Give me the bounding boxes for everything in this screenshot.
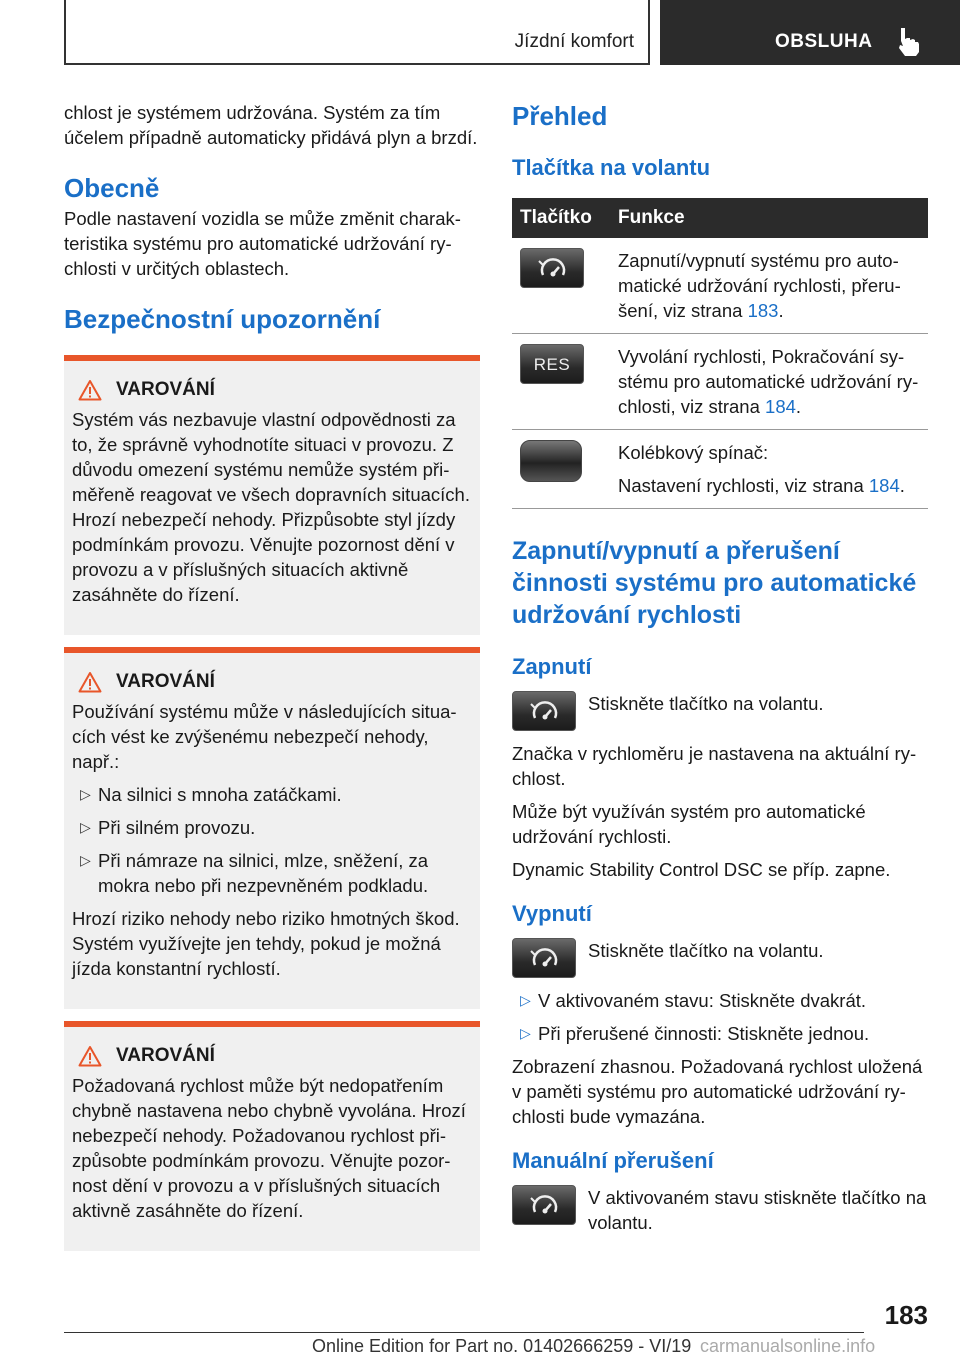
warning-list	[72, 782, 472, 898]
warning-label: VAROVÁNÍ	[116, 671, 215, 692]
off-paragraph: Zobrazení zhasnou. Požadovaná rychlost uložená v paměti systému pro automatické udržování rychlosti bude vymazána.	[512, 1056, 923, 1127]
off-instruction	[512, 938, 928, 978]
bullet-triangle-icon: ▷	[80, 819, 91, 835]
bullet-triangle-icon: ▷	[80, 786, 91, 802]
page-reference-link[interactable]: 184	[765, 396, 796, 417]
list-item: ▷ Při přerušené činnosti: Stiskněte jednou.	[512, 1021, 928, 1046]
warning-label: VAROVÁNÍ	[116, 1045, 215, 1066]
on-paragraph: Může být využíván systém pro automatické udržování rychlosti.	[512, 801, 866, 847]
off-heading: Vypnutí	[512, 901, 592, 926]
page-number: 183	[884, 1300, 928, 1330]
manual-heading: Manuální přerušení	[512, 1148, 714, 1173]
warning-label: VAROVÁNÍ	[116, 379, 215, 400]
overview-heading: Přehled	[512, 101, 608, 131]
off-press-text: Stiskněte tlačítko na volantu.	[588, 940, 824, 961]
section-title: Jízdní komfort	[514, 31, 634, 52]
cruise-control-button-icon	[512, 938, 576, 978]
footer-divider	[64, 1332, 864, 1333]
chapter-title: OBSLUHA	[775, 31, 873, 52]
off-list	[512, 988, 928, 1046]
cruise-control-button-icon	[512, 1185, 576, 1225]
on-press-text: Stiskněte tlačítko na volantu.	[588, 693, 824, 714]
warning-text: Systém vás nezbavuje vlastní odpovědnosti za to, že správně vyhodnotíte situaci v provozu. Z důvodu omezení systému nemůže systém přiměřeně reagovat ve všech dopravních situacích. Hrozí nebezpečí nehody. Přizpůsobte styl jízdy podmínkám provozu. Věnujte pozornost dění v provozu a v příslušných situacích aktivně zasáhněte do řízení.	[72, 409, 470, 605]
general-heading: Obecně	[64, 173, 160, 203]
on-heading: Zapnutí	[512, 654, 592, 679]
on-instruction	[512, 691, 928, 731]
list-item: ▷ V aktivovaném stavu: Stiskněte dvakrát.	[512, 988, 928, 1013]
cruise-control-button-icon	[512, 691, 576, 731]
manual-instruction	[512, 1185, 928, 1235]
list-item: ▷ Při silném provozu.	[72, 815, 472, 840]
res-button-icon: RES	[520, 344, 584, 384]
on-paragraph: Značka v rychloměru je nastavena na aktuální rychlost.	[512, 743, 917, 789]
column-header-button: Tlačítko	[512, 198, 610, 238]
page-header	[0, 0, 960, 66]
bullet-triangle-icon: ▷	[520, 1025, 531, 1041]
chapter-tab	[660, 0, 960, 65]
safety-heading: Bezpečnostní upozornění	[64, 304, 381, 334]
rocker-title: Kolébkový spínač:	[618, 442, 769, 463]
right-column	[512, 100, 928, 1245]
table-row: Zapnutí/vypnutí systému pro automatické udržování rychlosti, přerušení, viz strana 183.	[512, 238, 928, 334]
rocker-switch-icon	[520, 440, 582, 482]
warning-text: Hrozí riziko nehody nebo riziko hmotných škod. Systém využívejte jen tehdy, pokud je možná jízda konstantní rychlostí.	[72, 908, 460, 979]
left-column	[64, 100, 480, 1251]
warning-box	[64, 355, 480, 635]
intro-paragraph: chlost je systémem udržována. Systém za tím účelem případně automaticky přidává plyn a brzdí.	[64, 102, 478, 148]
page-reference-link[interactable]: 184	[868, 475, 900, 496]
page-reference-link[interactable]: 183	[747, 300, 779, 321]
warning-triangle-icon	[78, 379, 102, 401]
table-header-row	[512, 198, 928, 238]
column-header-function: Funkce	[610, 198, 928, 238]
list-item: ▷ Na silnici s mnoha zatáčkami.	[72, 782, 472, 807]
warning-box	[64, 647, 480, 1009]
warning-triangle-icon	[78, 671, 102, 693]
buttons-heading: Tlačítka na volantu	[512, 155, 711, 180]
bullet-triangle-icon: ▷	[520, 992, 531, 1008]
warning-text: Používání systému může v následujících situacích vést ke zvýšenému nebezpečí nehody, např.:	[72, 701, 457, 772]
table-row: Kolébkový spínač: Nastavení rychlosti, viz strana 184.	[512, 430, 928, 509]
list-item: ▷ Při námraze na silnici, mlze, sněžení, za mokra nebo při nezpevněném podkladu.	[72, 848, 472, 898]
onoff-heading: Zapnutí/vypnutí a přerušení činnosti systému pro automatické udržování rychlosti	[512, 537, 917, 629]
pointing-hand-icon	[892, 24, 926, 58]
general-paragraph: Podle nastavení vozidla se může změnit charakteristika systému pro automatické udržování rychlosti v určitých oblastech.	[64, 208, 461, 279]
warning-triangle-icon	[78, 1045, 102, 1067]
table-row: RES Vyvolání rychlosti, Pokračování systému pro automatické udržování rychlosti, viz strana 184.	[512, 334, 928, 430]
buttons-table	[512, 198, 928, 509]
warning-box	[64, 1021, 480, 1251]
bullet-triangle-icon: ▷	[80, 852, 91, 868]
on-paragraph: Dynamic Stability Control DSC se příp. zapne.	[512, 859, 891, 880]
warning-text: Požadovaná rychlost může být nedopatřením chybně nastavena nebo chybně vyvolána. Hrozí nebezpečí nehody. Požadovanou rychlost přizpůsobte podmínkám provozu. Věnujte pozornost dění v provozu a v příslušných situacích aktivně zasáhněte do řízení.	[72, 1075, 466, 1221]
manual-press-text: V aktivovaném stavu stiskněte tlačítko na volantu.	[588, 1187, 927, 1233]
watermark: carmanualsonline.info	[700, 1336, 876, 1356]
cruise-control-button-icon	[520, 248, 584, 288]
edition-text: Online Edition for Part no. 01402666259 - VI/19	[312, 1336, 692, 1356]
section-tab	[64, 0, 650, 65]
